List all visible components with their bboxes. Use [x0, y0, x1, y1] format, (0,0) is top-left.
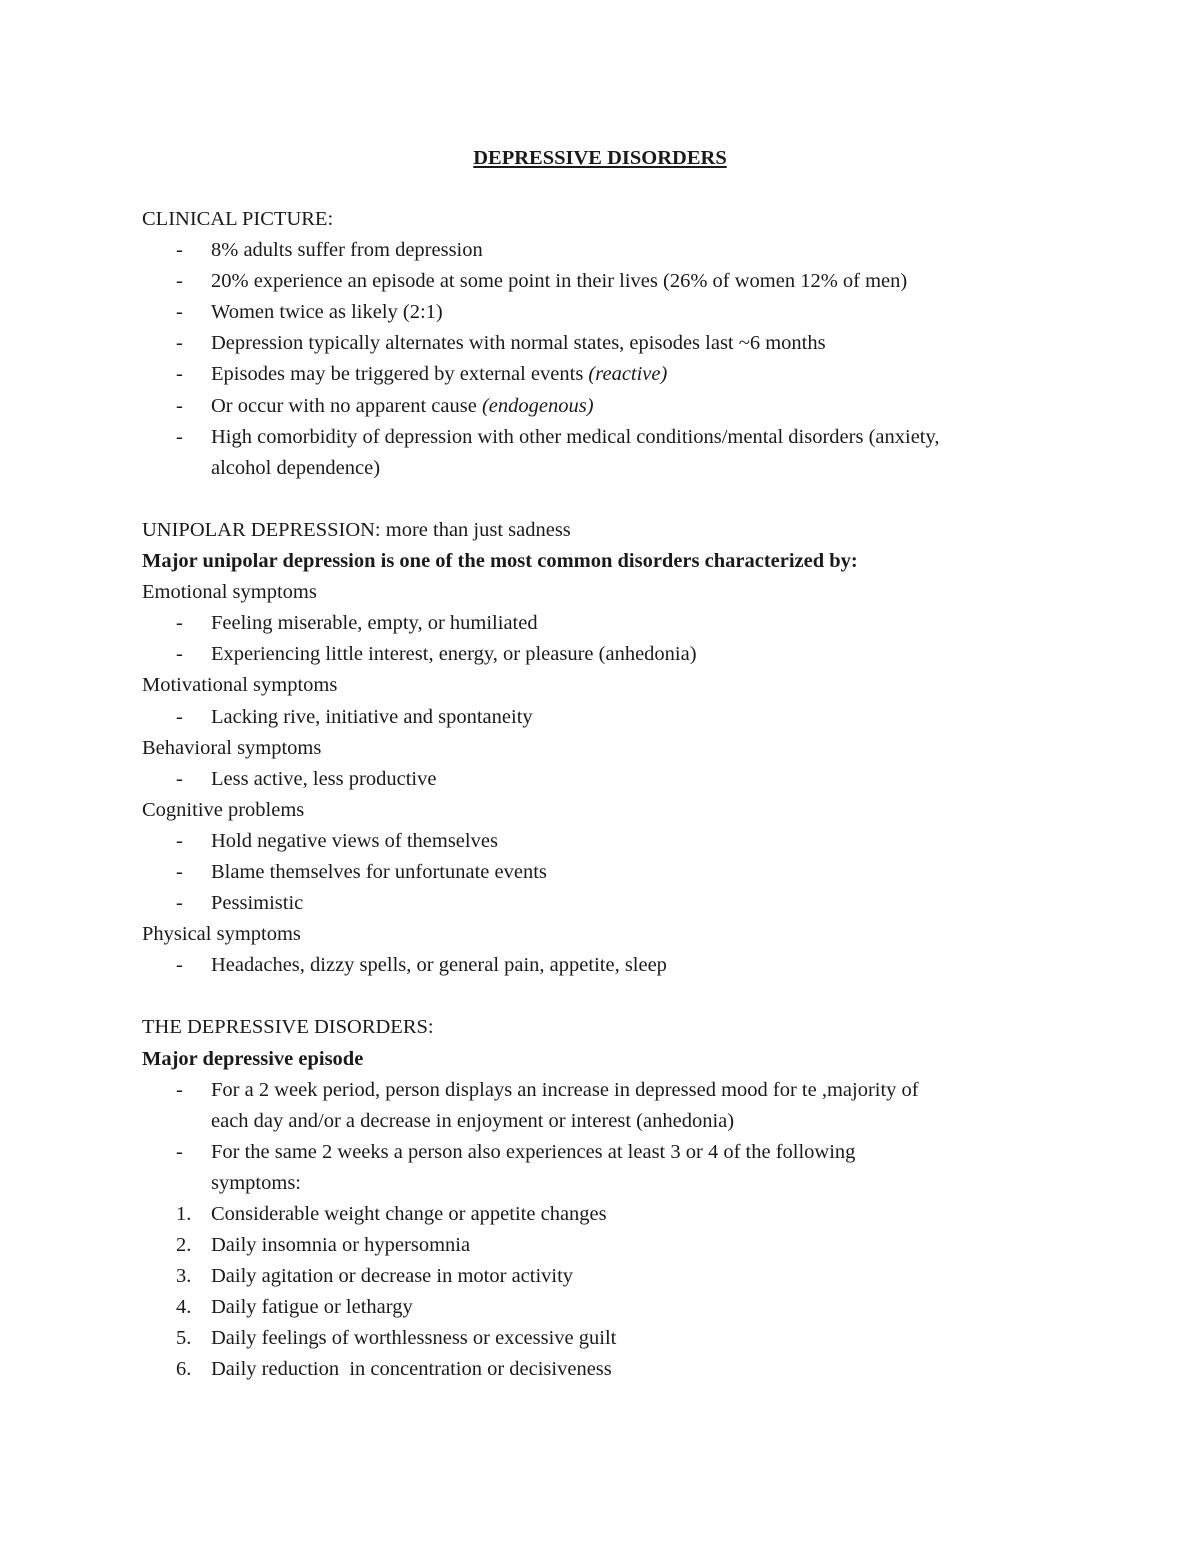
motivational-list: [142, 702, 1062, 733]
mde-heading: Major depressive episode: [142, 1047, 364, 1070]
reactive-term: (reactive): [588, 363, 668, 386]
clinical-list: [142, 235, 1062, 484]
dash-marker: -: [176, 394, 183, 417]
dash-marker: -: [176, 643, 183, 666]
endogenous-term: (endogenous): [481, 394, 594, 417]
physical-list: [142, 950, 1062, 981]
list-item: - Lacking rive, initiative and spontaneity: [142, 702, 1062, 733]
list-item: - For a 2 week period, person displays an increase in depressed mood for te ,majority of each day and/or a decrease in enjoyment or interest (anhedonia): [142, 1075, 1062, 1137]
emotional-heading: Emotional symptoms: [142, 581, 317, 604]
dash-marker: -: [176, 239, 183, 262]
numbered-item: 4. Daily fatigue or lethargy: [142, 1292, 1062, 1323]
number-marker: 3.: [176, 1265, 192, 1288]
page-title: DEPRESSIVE DISORDERS: [473, 147, 727, 169]
dash-marker: -: [176, 332, 183, 355]
list-item: - For the same 2 weeks a person also experiences at least 3 or 4 of the following symptoms:: [142, 1137, 1062, 1199]
number-marker: 4.: [176, 1296, 192, 1319]
number-marker: 5.: [176, 1327, 192, 1350]
numbered-item: 3. Daily agitation or decrease in motor activity: [142, 1261, 1062, 1292]
dash-marker: -: [176, 270, 183, 293]
list-item: - Pessimistic: [142, 888, 1062, 919]
numbered-item: 6. Daily reduction in concentration or decisiveness: [142, 1354, 1062, 1385]
motivational-heading: Motivational symptoms: [142, 674, 338, 697]
unipolar-heading: UNIPOLAR DEPRESSION: more than just sadness: [142, 518, 571, 541]
list-item: - Experiencing little interest, energy, or pleasure (anhedonia): [142, 639, 1062, 670]
number-marker: 1.: [176, 1203, 192, 1225]
cognitive-heading: Cognitive problems: [142, 798, 305, 821]
dash-marker: -: [176, 1078, 183, 1101]
dash-marker: -: [176, 954, 183, 977]
list-item: - 8% adults suffer from depression: [142, 235, 1062, 266]
dash-marker: -: [176, 767, 183, 790]
number-marker: 2.: [176, 1234, 192, 1257]
physical-heading: Physical symptoms: [142, 923, 301, 946]
mde-list: [142, 1075, 1062, 1199]
clinical-heading: CLINICAL PICTURE:: [142, 208, 334, 230]
list-item: - Women twice as likely (2:1): [142, 297, 1062, 328]
dash-marker: -: [176, 860, 183, 883]
list-item: - High comorbidity of depression with other medical conditions/mental disorders (anxiety, alcohol dependence): [142, 422, 1062, 484]
dash-marker: -: [176, 705, 183, 728]
dash-marker: -: [176, 301, 183, 324]
emotional-list: [142, 608, 1062, 670]
list-item: - Hold negative views of themselves: [142, 826, 1062, 857]
symptom-numbered-list: [142, 1199, 1062, 1386]
document-body: [142, 204, 1062, 1386]
behavioral-list: [142, 764, 1062, 795]
numbered-item: 2. Daily insomnia or hypersomnia: [142, 1230, 1062, 1261]
dash-marker: -: [176, 363, 183, 386]
list-item: - Depression typically alternates with normal states, episodes last ~6 months: [142, 328, 1062, 359]
dash-marker: -: [176, 612, 183, 635]
list-item: - 20% experience an episode at some point in their lives (26% of women 12% of men): [142, 266, 1062, 297]
dash-marker: -: [176, 1140, 183, 1163]
number-marker: 6.: [176, 1358, 192, 1381]
dash-marker: -: [176, 829, 183, 852]
list-item: - Episodes may be triggered by external events (reactive): [142, 359, 1062, 390]
numbered-item: 5. Daily feelings of worthlessness or excessive guilt: [142, 1323, 1062, 1354]
disorders-heading: THE DEPRESSIVE DISORDERS:: [142, 1016, 434, 1039]
cognitive-list: [142, 826, 1062, 919]
list-item: - Headaches, dizzy spells, or general pain, appetite, sleep: [142, 950, 1062, 981]
dash-marker: -: [176, 425, 183, 448]
list-item: - Or occur with no apparent cause (endogenous): [142, 391, 1062, 422]
list-item: - Blame themselves for unfortunate events: [142, 857, 1062, 888]
behavioral-heading: Behavioral symptoms: [142, 736, 322, 759]
dash-marker: -: [176, 892, 183, 915]
list-item: - Feeling miserable, empty, or humiliated: [142, 608, 1062, 639]
major-unipolar-intro: Major unipolar depression is one of the most common disorders characterized by:: [142, 550, 858, 573]
numbered-item: 1. Considerable weight change or appetite changes: [142, 1199, 1062, 1230]
list-item: - Less active, less productive: [142, 764, 1062, 795]
